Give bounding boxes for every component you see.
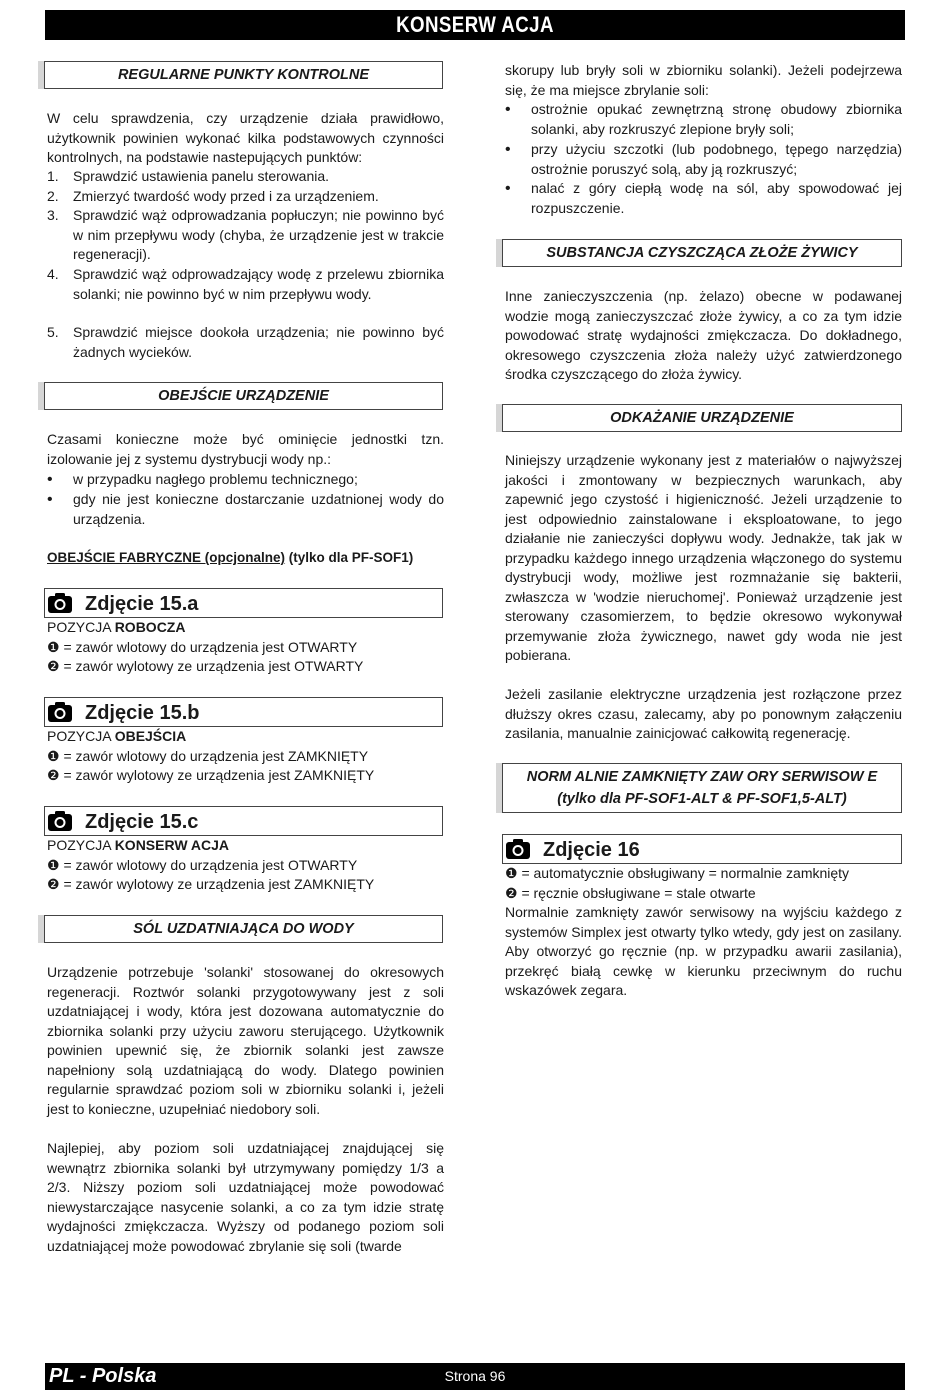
list-text: Sprawdzić miejsce dookoła urządzenia; nie powinno być żadnych wycieków. xyxy=(73,324,444,360)
footer-language: PL - Polska xyxy=(49,1365,157,1387)
photo-label: Zdjęcie 15.a xyxy=(85,593,199,615)
bullet-text: ostrożnie opukać zewnętrzną stronę obudowy zbiornika solanki, aby rozkruszyć zlepione bryły soli; xyxy=(531,101,902,137)
section-heading-obejscie xyxy=(44,382,443,410)
sol-continuation: skorupy lub bryły soli w zbiorniku solanki). Jeżeli podejrzewa się, że ma miejsce zbrylanie soli: xyxy=(505,62,902,98)
heading-text: SÓL UZDATNIAJĄCA DO WODY xyxy=(133,921,354,937)
list-text: Zmierzyć twardość wody przed i za urządzeniem. xyxy=(73,188,379,204)
fabryczne-label: OBEJŚCIE FABRYCZNE (opcjonalne) xyxy=(47,550,286,565)
odkazanie-paragraph-2: Jeżeli zasilanie elektryczne urządzenia jest rozłączone przez dłuższy okres czasu, zalecamy, aby po ponownym załączeniu zasilania, manualnie zainicjować całkowitą regenerację. xyxy=(505,686,902,741)
regularne-intro: W celu sprawdzenia, czy urządzenie działa prawidłowo, użytkownik powinien wykonać kilka podstawowych czynności kontrolnych, na podstawie nastepujących punktów: xyxy=(47,110,444,165)
position-prefix: POZYCJA xyxy=(47,837,115,853)
photo-15a-position xyxy=(47,618,444,638)
list-number: 1. xyxy=(47,168,59,184)
photo-16-text: Normalnie zamknięty zawór serwisowy na wyjściu każdego z systemów Simplex jest otwarty tylko wtedy, gdy jest on zasilany. Aby otworzyć go ręcznie (np. w przypadku awarii zasilania), przekręć białą cewkę w kierunku przeciwnym do ruchu wskazówek zegara. xyxy=(505,904,902,998)
position-name: KONSERW ACJA xyxy=(114,837,230,853)
header-bar xyxy=(45,10,905,40)
bullet-dot-icon: • xyxy=(47,471,53,488)
list-number: 5. xyxy=(47,324,59,340)
position-name: ROBOCZA xyxy=(114,619,186,635)
odkazanie-paragraph-1: Niniejszy urządzenie wykonany jest z materiałów o najwyższej jakości i zmontowany w bezpiecznych warunkach, aby zapewnić jego czystość i higieniczność. Jeżeli urządzenie to jest odpowiednio zainstalowane i eksploatowane, to jego działanie nie zanieczyści dopływu wody. Jednakże, tak jak w przypadku każdego innego urządzenia włączonego do systemu dystrybucji wody, możliwe jest rozmnażanie się bakterii, zwłaszcza w 'wodzie nieruchomej'. Ponieważ urządzenie jest sterowany czasomierzem, to będzie okresowo wykonywał przemywanie złoża żywicznego, nawet gdy woda nie jest pobierana. xyxy=(505,452,902,663)
position-prefix: POZYCJA xyxy=(47,728,115,744)
section-heading-odkazanie xyxy=(502,404,902,432)
footer-bar xyxy=(45,1363,905,1390)
photo-15a-line-1: ❶ = zawór wlotowy do urządzenia jest OTWARTY xyxy=(47,639,358,655)
list-text: Sprawdzić wąż odprowadzania popłuczyn; nie powinno być w nim przepływu wody (chyba, że urządzenie jest w trakcie regeneracji). xyxy=(73,207,444,262)
list-item xyxy=(47,167,444,187)
camera-icon xyxy=(47,701,73,723)
bullet-text: nalać z góry ciepłą wodę na sól, aby spowodować jej rozpuszczenie. xyxy=(531,180,902,216)
section-heading-zawory xyxy=(502,763,902,813)
fabryczne-note: (tylko dla PF-SOF1) xyxy=(285,550,414,565)
bullet-item xyxy=(47,470,444,490)
heading-text: ODKAŻANIE URZĄDZENIE xyxy=(610,410,794,426)
section-heading-sol xyxy=(44,915,443,943)
substancja-text: Inne zanieczyszczenia (np. żelazo) obecne w podawanej wodzie mogą zanieczyszczać złoże żywicy, a co za tym idzie powodować stratę wydajności zmiękczacza. Do dokładnego, okresowego czyszczenia złoża należy użyć zatwierdzonego środka czyszczącego do złoża żywicy. xyxy=(505,288,902,382)
photo-15b-line-2: ❷ = zawór wylotowy ze urządzenia jest ZAMKNIĘTY xyxy=(47,767,375,783)
list-text: Sprawdzić wąż odprowadzający wodę z przelewu zbiornika solanki; nie powinno być w nim przepływu wody. xyxy=(73,266,444,302)
list-number: 2. xyxy=(47,188,59,204)
page-title: KONSERW ACJA xyxy=(396,12,554,37)
photo-box-15a xyxy=(44,588,443,618)
section-heading-regularne xyxy=(44,61,443,89)
photo-16-line-2: ❷ = ręcznie obsługiwane = stale otwarte xyxy=(505,885,756,901)
list-text: Sprawdzić ustawienia panelu sterowania. xyxy=(73,168,330,184)
bullet-item xyxy=(505,140,902,179)
heading-text: OBEJŚCIE URZĄDZENIE xyxy=(158,388,329,404)
photo-15c-position xyxy=(47,836,444,856)
bullet-dot-icon: • xyxy=(47,491,53,508)
photo-box-15c xyxy=(44,806,443,836)
list-item xyxy=(47,187,444,207)
bullet-text: gdy nie jest konieczne dostarczanie uzdatnionej wody do urządzenia. xyxy=(73,491,444,527)
photo-box-16 xyxy=(502,834,902,864)
photo-15b-line-1: ❶ = zawór wlotowy do urządzenia jest ZAMKNIĘTY xyxy=(47,748,369,764)
list-number: 4. xyxy=(47,266,59,282)
bullet-dot-icon: • xyxy=(505,180,511,197)
camera-icon xyxy=(505,838,531,860)
photo-label: Zdjęcie 16 xyxy=(543,839,640,861)
bullet-item xyxy=(505,179,902,218)
photo-16-line-1: ❶ = automatycznie obsługiwany = normalnie zamknięty xyxy=(505,865,850,881)
list-item xyxy=(47,206,444,265)
obejscie-fabryczne xyxy=(47,548,444,568)
photo-15c-line-1: ❶ = zawór wlotowy do urządzenia jest OTWARTY xyxy=(47,857,358,873)
camera-icon xyxy=(47,810,73,832)
heading-text: REGULARNE PUNKTY KONTROLNE xyxy=(117,67,370,83)
list-number: 3. xyxy=(47,207,59,223)
bullet-dot-icon: • xyxy=(505,101,511,118)
bullet-item xyxy=(505,100,902,139)
list-item xyxy=(47,323,444,362)
photo-15c-line-2: ❷ = zawór wylotowy ze urządzenia jest ZAMKNIĘTY xyxy=(47,876,375,892)
photo-label: Zdjęcie 15.c xyxy=(85,811,199,833)
photo-15b-position xyxy=(47,727,444,747)
position-prefix: POZYCJA xyxy=(47,619,115,635)
heading-text: NORM ALNIE ZAMKNIĘTY ZAW ORY SERWISOW E xyxy=(526,769,878,785)
photo-box-15b xyxy=(44,697,443,727)
section-heading-substancja xyxy=(502,239,902,267)
bullet-text: przy użyciu szczotki (lub podobnego, tępego narzędzia) ostrożnie poruszyć solą, aby ją rozkruszyć; xyxy=(531,141,902,177)
camera-icon xyxy=(47,592,73,614)
sol-paragraph-2: Najlepiej, aby poziom soli uzdatniającej znajdującej się wewnątrz zbiornika solanki był utrzymywany pomiędzy 1/3 a 2/3. Niższy poziom soli uzdatniającej może powodować niewystarczające nasycenie solanki, a co za tym idzie stratę wydajności zmiękczacza. Wyższy od podanego poziom soli uzdatniającej może powodować zbrylanie się soli (twarde xyxy=(47,1140,444,1254)
list-item xyxy=(47,265,444,304)
position-name: OBEJŚCIA xyxy=(114,728,187,744)
sol-paragraph-1: Urządzenie potrzebuje 'solanki' stosowanej do okresowych regeneracji. Roztwór solanki przygotowywany jest z soli uzdatniającej i wody, która jest dozowana automatycznie do zbiornika solanki przy użyciu zaworu sterującego. Użytkownik powinien upewnić się, że zbiornik solanki jest zawsze napełniony solą uzdatniającą do wody. Dlatego powinien regularnie sprawdzać poziom soli w zbiorniku solanki i, jeżeli jest to konieczne, uzupełniać niedobory soli. xyxy=(47,964,444,1117)
photo-label: Zdjęcie 15.b xyxy=(85,702,200,724)
bullet-item xyxy=(47,490,444,529)
photo-15a-line-2: ❷ = zawór wylotowy ze urządzenia jest OTWARTY xyxy=(47,658,364,674)
heading-text: SUBSTANCJA CZYSZCZĄCA ZŁOŻE ŻYWICY xyxy=(546,245,858,261)
bullet-text: w przypadku nagłego problemu technicznego; xyxy=(73,471,358,487)
bullet-dot-icon: • xyxy=(505,141,511,158)
obejscie-intro: Czasami konieczne może być ominięcie jednostki tzn. izolowanie jej z systemu dystrybucji wody np.: xyxy=(47,431,444,467)
footer-page-number: Strona 96 xyxy=(444,1368,506,1384)
heading-subtext: (tylko dla PF-SOF1-ALT & PF-SOF1,5-ALT) xyxy=(557,791,847,807)
